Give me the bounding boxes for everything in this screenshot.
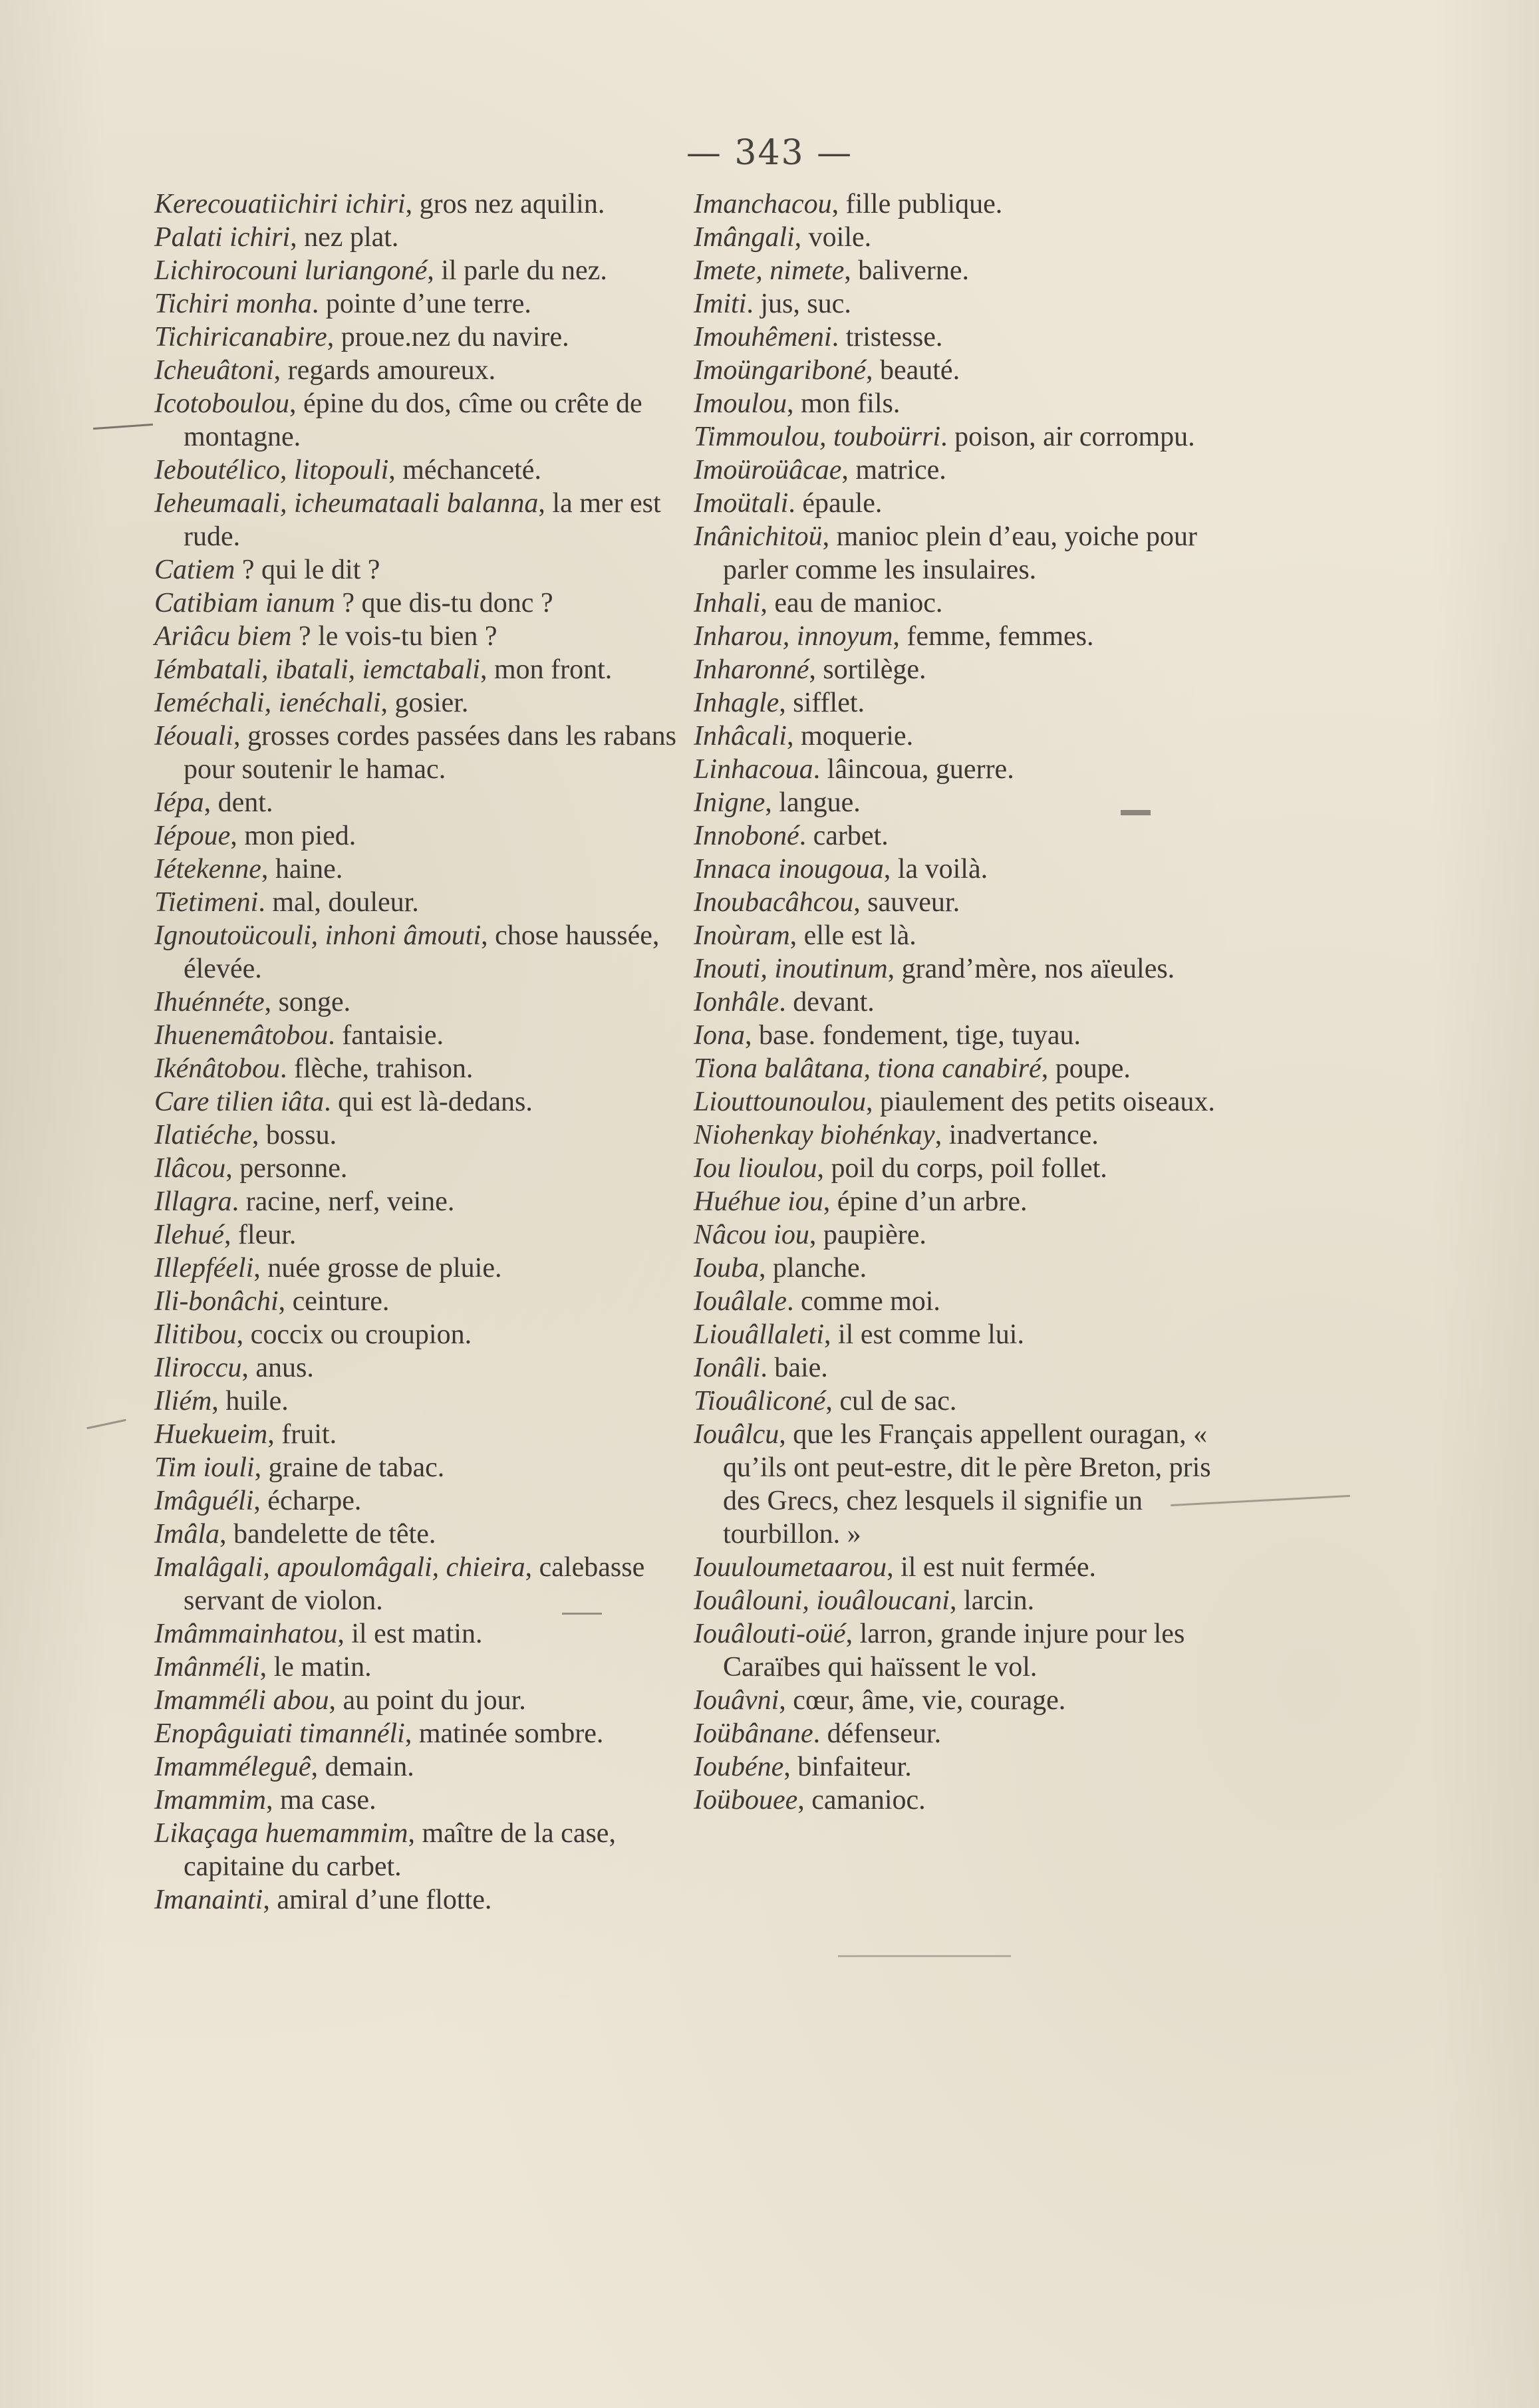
entry-headword: Inoubacâhcou (694, 887, 854, 918)
entry-gloss: , graine de tabac. (254, 1452, 445, 1483)
entry-gloss: , fille publique. (831, 189, 1003, 219)
entry-headword: Ili-bonâchi (154, 1286, 279, 1317)
dictionary-entry (154, 1285, 686, 1318)
margin-pencil-stroke (562, 1613, 602, 1615)
entry-headword: Ikénâtobou (154, 1053, 280, 1084)
entry-headword: Timmoulou, touboürri (694, 422, 941, 452)
entry-headword: Huéhue iou (694, 1186, 823, 1217)
dictionary-entry (154, 1119, 686, 1152)
dictionary-entry (154, 354, 686, 387)
entry-headword: Iouâlouni, iouâloucani (694, 1585, 950, 1616)
dictionary-entry (694, 1152, 1226, 1185)
dictionary-entry (694, 587, 1226, 620)
entry-headword: Iouâlouti-oüé (694, 1619, 846, 1649)
entry-headword: Imamméleguê (154, 1752, 311, 1782)
entry-headword: Niohenkay biohénkay (694, 1120, 935, 1150)
dictionary-entry (154, 986, 686, 1019)
dictionary-entry (694, 1252, 1226, 1285)
entry-headword: Icheuâtoni (154, 355, 274, 386)
dictionary-entry (154, 587, 686, 620)
dictionary-entry (154, 1451, 686, 1484)
entry-headword: Imete, nimete (694, 255, 845, 286)
entry-headword: Iéouali (154, 721, 233, 751)
dictionary-entry (154, 886, 686, 919)
dictionary-entry (154, 1252, 686, 1285)
dictionary-entry (154, 919, 686, 986)
entry-headword: Ieboutélico, litopouli (154, 455, 389, 485)
entry-gloss: . pointe d’une terre. (311, 289, 531, 319)
dictionary-entry (154, 1617, 686, 1651)
margin-pencil-stroke (1121, 810, 1151, 815)
dictionary-entry (154, 1052, 686, 1085)
entry-gloss: , la mer est rude. (184, 488, 661, 552)
entry-gloss: . tristesse. (831, 322, 943, 352)
entry-headword: Inharou, innoyum (694, 621, 893, 652)
entry-gloss: , sifflet. (779, 688, 865, 718)
entry-gloss: . épaule. (788, 488, 883, 519)
entry-headword: Imoulou (694, 388, 787, 419)
entry-headword: Imâguéli (154, 1486, 254, 1516)
entry-headword: Imoüroüâcae (694, 455, 842, 485)
entry-gloss: , calebasse servant de violon. (184, 1552, 645, 1616)
entry-headword: Ionâli (694, 1353, 761, 1383)
dictionary-entry (154, 1750, 686, 1784)
dictionary-entry (154, 1717, 686, 1750)
entry-headword: Tichiricanabire (154, 322, 327, 352)
entry-gloss: , binfaiteur. (783, 1752, 912, 1782)
entry-headword: Icotoboulou (154, 388, 289, 419)
entry-headword: Iouâlale (694, 1286, 787, 1317)
dictionary-entry (694, 1617, 1226, 1684)
dictionary-entry (694, 1717, 1226, 1750)
entry-gloss: , bossu. (251, 1120, 337, 1150)
dictionary-entry (154, 1651, 686, 1684)
dictionary-entry (154, 487, 686, 553)
dictionary-entry (154, 287, 686, 321)
dictionary-entry (154, 686, 686, 720)
dictionary-entry (694, 753, 1226, 786)
entry-headword: Iona (694, 1020, 745, 1051)
entry-headword: Inhali (694, 588, 761, 618)
dictionary-entry (694, 254, 1226, 287)
dictionary-entry (154, 1152, 686, 1185)
entry-headword: Iouuloumetaarou (694, 1552, 887, 1583)
dictionary-entry (694, 1285, 1226, 1318)
dictionary-entry (154, 1551, 686, 1617)
dictionary-entry (154, 454, 686, 487)
dictionary-entry (694, 1318, 1226, 1351)
entry-gloss: . poison, air corrompu. (940, 422, 1195, 452)
entry-gloss: , personne. (225, 1153, 348, 1184)
entry-gloss: , anus. (241, 1353, 314, 1383)
entry-headword: Linhacoua (694, 754, 813, 785)
entry-gloss: , huile. (211, 1386, 289, 1416)
entry-gloss: . carbet. (799, 821, 889, 851)
entry-gloss: . devant. (779, 987, 875, 1017)
entry-gloss: , moquerie. (786, 721, 914, 751)
entry-headword: Ignoutoücouli, inhoni âmouti (154, 920, 482, 951)
entry-headword: Iouba (694, 1253, 759, 1283)
entry-gloss: , elle est là. (789, 920, 916, 951)
entry-gloss: , épine du dos, cîme ou crête de montagne. (184, 388, 642, 452)
entry-headword: Iépa (154, 787, 204, 818)
entry-gloss: , manioc plein d’eau, yoiche pour parler comme les insulaires. (723, 521, 1197, 585)
entry-headword: Imoütali (694, 488, 789, 519)
entry-gloss: . flèche, trahison. (279, 1053, 474, 1084)
entry-gloss: , cœur, âme, vie, courage. (779, 1685, 1066, 1716)
entry-gloss: , voile. (794, 222, 872, 253)
entry-gloss: , amiral d’une flotte. (263, 1885, 492, 1915)
dictionary-entry (694, 387, 1226, 420)
entry-gloss: , sauveur. (853, 887, 960, 918)
entry-gloss: , poil du corps, poil follet. (817, 1153, 1107, 1184)
entry-headword: Iémbatali, ibatali, iemctabali (154, 654, 480, 685)
dictionary-entry (154, 1784, 686, 1817)
page-number: — 343 — (686, 133, 853, 173)
entry-headword: Ilatiéche (154, 1120, 252, 1150)
entry-headword: Huekueim (154, 1419, 268, 1450)
entry-gloss: , grand’mère, nos aïeules. (887, 954, 1175, 984)
entry-gloss: , matinée sombre. (404, 1718, 604, 1749)
entry-gloss: , dent. (204, 787, 273, 818)
entry-gloss: . baie. (760, 1353, 828, 1383)
entry-headword: Imâla (154, 1519, 219, 1549)
entry-gloss: , la voilà. (883, 854, 988, 884)
entry-headword: Tiona balâtana, tiona canabiré (694, 1053, 1042, 1084)
dictionary-entry (154, 786, 686, 819)
entry-gloss: ? qui le dit ? (235, 555, 380, 585)
dictionary-entry (694, 1784, 1226, 1817)
entry-gloss: ? le vois-tu bien ? (291, 621, 497, 652)
entry-gloss: , inadvertance. (934, 1120, 1099, 1150)
entry-gloss: , il est matin. (337, 1619, 483, 1649)
dictionary-entry (694, 1385, 1226, 1418)
entry-headword: Tichiri monha (154, 289, 312, 319)
entry-gloss: . qui est là-dedans. (324, 1087, 533, 1117)
entry-headword: Iouâvni (694, 1685, 779, 1716)
entry-gloss: , mon front. (480, 654, 613, 685)
entry-headword: Ihuénnéte (154, 987, 265, 1017)
entry-gloss: , gosier. (380, 688, 469, 718)
entry-gloss: , nez plat. (290, 222, 399, 253)
entry-gloss: , épine d’un arbre. (823, 1186, 1028, 1217)
entry-headword: Care tilien iâta (154, 1087, 325, 1117)
dictionary-entry (694, 1085, 1226, 1119)
dictionary-entry (694, 454, 1226, 487)
entry-headword: Illagra (154, 1186, 232, 1217)
entry-headword: Ariâcu biem (154, 621, 292, 652)
entry-headword: Lichirocouni luriangoné (154, 255, 428, 286)
entry-gloss: , il est comme lui. (824, 1319, 1024, 1350)
dictionary-entry (694, 1185, 1226, 1218)
dictionary-entry (154, 1318, 686, 1351)
dictionary-entry (154, 188, 686, 221)
entry-headword: Ilehué (154, 1220, 224, 1250)
entry-headword: Likaçaga huemammim (154, 1818, 408, 1849)
dictionary-entry (154, 1484, 686, 1518)
entry-headword: Enopâguiati timannéli (154, 1718, 405, 1749)
entry-gloss: , nuée grosse de pluie. (253, 1253, 502, 1283)
entry-headword: Iétekenne (154, 854, 261, 884)
entry-headword: Inânichitoü (694, 521, 823, 552)
entry-gloss: , songe. (264, 987, 351, 1017)
dictionary-entry (694, 853, 1226, 886)
entry-gloss: . lâincoua, guerre. (813, 754, 1014, 785)
entry-headword: Iou lioulou (694, 1153, 817, 1184)
entry-headword: Liouttounoulou (694, 1087, 867, 1117)
dictionary-entry (694, 520, 1226, 587)
entry-gloss: , mon fils. (787, 388, 901, 419)
entry-gloss: , fruit. (267, 1419, 337, 1450)
dictionary-entry (694, 720, 1226, 753)
entry-gloss: , mon pied. (230, 821, 356, 851)
entry-gloss: , matrice. (841, 455, 946, 485)
entry-headword: Imammim (154, 1785, 266, 1815)
dictionary-entry (154, 720, 686, 786)
entry-gloss: , langue. (765, 787, 861, 818)
entry-headword: Imânméli (154, 1652, 260, 1682)
dictionary-entry (694, 919, 1226, 952)
entry-gloss: , bandelette de tête. (219, 1519, 436, 1549)
entry-headword: Ioubéne (694, 1752, 784, 1782)
dictionary-entry (694, 1551, 1226, 1584)
entry-gloss: , regards amoureux. (273, 355, 496, 386)
entry-gloss: , demain. (311, 1752, 414, 1782)
dictionary-entry (154, 653, 686, 686)
dictionary-entry (154, 819, 686, 853)
dictionary-entry (154, 1418, 686, 1451)
entry-headword: Ilitibou (154, 1319, 237, 1350)
entry-gloss: , proue.nez du navire. (327, 322, 569, 352)
entry-gloss: , camanioc. (797, 1785, 926, 1815)
entry-headword: Inhâcali (694, 721, 787, 751)
dictionary-entry (154, 1218, 686, 1252)
entry-headword: Ioübouee (694, 1785, 798, 1815)
dictionary-entry (154, 1518, 686, 1551)
entry-headword: Inoùram (694, 920, 790, 951)
dictionary-entry (694, 1584, 1226, 1617)
entry-headword: Inhagle (694, 688, 779, 718)
dictionary-entry (694, 1218, 1226, 1252)
entry-gloss: ? que dis-tu donc ? (335, 588, 553, 618)
entry-headword: Imouhêmeni (694, 322, 832, 352)
entry-gloss: , chose haussée, élevée. (184, 920, 660, 984)
entry-headword: Innoboné (694, 821, 799, 851)
entry-headword: Iliroccu (154, 1353, 242, 1383)
left-column (154, 188, 686, 1917)
entry-headword: Liouâllaleti (694, 1319, 825, 1350)
dictionary-entry (694, 1351, 1226, 1385)
entry-gloss: , que les Français appellent ouragan, « qu’ils ont peut-estre, dit le père Breton, pris des Grecs, chez lesquels il signifie un tourbillon. » (723, 1419, 1211, 1549)
entry-gloss: , cul de sac. (825, 1386, 957, 1416)
entry-headword: Inharonné (694, 654, 809, 685)
dictionary-entry (694, 952, 1226, 986)
dictionary-entry (154, 853, 686, 886)
entry-headword: Ihuenemâtobou (154, 1020, 329, 1051)
entry-headword: Imoüngariboné (694, 355, 866, 386)
entry-gloss: , sortilège. (809, 654, 926, 685)
dictionary-entry (694, 1119, 1226, 1152)
entry-headword: Tiouâliconé (694, 1386, 826, 1416)
dictionary-entry (694, 1019, 1226, 1052)
dictionary-entry (694, 420, 1226, 454)
entry-headword: Innaca inougoua (694, 854, 884, 884)
entry-headword: Iépoue (154, 821, 231, 851)
entry-gloss: , beauté. (865, 355, 960, 386)
entry-gloss: . jus, suc. (746, 289, 851, 319)
entry-headword: Imalâgali, apoulomâgali, chieira (154, 1552, 525, 1583)
entry-gloss: , baliverne. (844, 255, 969, 286)
entry-gloss: , il est nuit fermée. (887, 1552, 1096, 1583)
entry-gloss: . comme moi. (786, 1286, 940, 1317)
entry-gloss: , larcin. (949, 1585, 1035, 1616)
entry-gloss: , piaulement des petits oiseaux. (866, 1087, 1215, 1117)
dictionary-entry (154, 1351, 686, 1385)
dictionary-entry (694, 321, 1226, 354)
entry-headword: Tim iouli (154, 1452, 255, 1483)
entry-gloss: , poupe. (1041, 1053, 1131, 1084)
entry-headword: Kerecouatiichiri ichiri (154, 189, 406, 219)
dictionary-entry (694, 287, 1226, 321)
entry-gloss: . défenseur. (813, 1718, 942, 1749)
entry-gloss: , au point du jour. (329, 1685, 526, 1716)
entry-gloss: , maître de la case, capitaine du carbet. (184, 1818, 616, 1882)
entry-headword: Ioübânane (694, 1718, 813, 1749)
dictionary-entry (154, 1883, 686, 1917)
dictionary-entry (694, 819, 1226, 853)
entry-headword: Catibiam ianum (154, 588, 335, 618)
dictionary-entry (154, 553, 686, 587)
dictionary-entry (154, 1385, 686, 1418)
entry-gloss: , il parle du nez. (427, 255, 607, 286)
entry-headword: Iouâlcu (694, 1419, 779, 1450)
entry-gloss: . fantaisie. (328, 1020, 444, 1051)
entry-gloss: , paupière. (809, 1220, 926, 1250)
dictionary-entry (154, 321, 686, 354)
entry-gloss: , eau de manioc. (760, 588, 943, 618)
dictionary-entry (694, 1750, 1226, 1784)
entry-headword: Imanchacou (694, 189, 832, 219)
entry-headword: Ilâcou (154, 1153, 226, 1184)
entry-gloss: , fleur. (223, 1220, 297, 1250)
dictionary-entry (154, 620, 686, 653)
dictionary-entry (154, 387, 686, 454)
entry-gloss: , gros nez aquilin. (405, 189, 605, 219)
dictionary-entry (154, 1019, 686, 1052)
entry-gloss: , ma case. (265, 1785, 376, 1815)
entry-headword: Imanainti (154, 1885, 263, 1915)
entry-headword: Catiem (154, 555, 235, 585)
entry-gloss: . mal, douleur. (258, 887, 419, 918)
entry-gloss: , grosses cordes passées dans les rabans pour soutenir le hamac. (184, 721, 676, 785)
dictionary-entry (694, 686, 1226, 720)
entry-gloss: , le matin. (259, 1652, 372, 1682)
dictionary-entry (694, 886, 1226, 919)
entry-headword: Imâmmainhatou (154, 1619, 338, 1649)
entry-gloss: , méchanceté. (388, 455, 541, 485)
entry-headword: Inigne (694, 787, 766, 818)
dictionary-entry (694, 620, 1226, 653)
entry-gloss: , haine. (261, 854, 343, 884)
entry-gloss: , coccix ou croupion. (236, 1319, 472, 1350)
dictionary-entry (154, 254, 686, 287)
margin-pencil-stroke (838, 1955, 1011, 1957)
entry-headword: Imângali (694, 222, 795, 253)
entry-headword: Illepféeli (154, 1253, 254, 1283)
dictionary-entry (694, 986, 1226, 1019)
entry-gloss: . racine, nerf, veine. (231, 1186, 455, 1217)
entry-gloss: , planche. (759, 1253, 867, 1283)
dictionary-entry (154, 1684, 686, 1717)
dictionary-entry (694, 188, 1226, 221)
entry-headword: Ionhâle (694, 987, 779, 1017)
entry-headword: Tietimeni (154, 887, 259, 918)
dictionary-entry (154, 1185, 686, 1218)
dictionary-entry (694, 1684, 1226, 1717)
entry-gloss: , femme, femmes. (893, 621, 1094, 652)
dictionary-entry (694, 653, 1226, 686)
entry-headword: Ieheumaali, icheumataali balanna (154, 488, 539, 519)
entry-headword: Imamméli abou (154, 1685, 329, 1716)
entry-headword: Nâcou iou (694, 1220, 809, 1250)
entry-headword: Palati ichiri (154, 222, 291, 253)
right-column (694, 188, 1226, 1817)
dictionary-entry (154, 1085, 686, 1119)
entry-headword: Inouti, inoutinum (694, 954, 888, 984)
entry-gloss: , base. fondement, tige, tuyau. (745, 1020, 1081, 1051)
entry-headword: Imiti (694, 289, 747, 319)
dictionary-entry (694, 1418, 1226, 1551)
dictionary-entry (154, 1817, 686, 1883)
dictionary-entry (694, 354, 1226, 387)
entry-headword: Ieméchali, ienéchali (154, 688, 381, 718)
dictionary-entry (154, 221, 686, 254)
entry-gloss: , écharpe. (253, 1486, 362, 1516)
dictionary-entry (694, 1052, 1226, 1085)
entry-gloss: , larron, grande injure pour les Caraïbes qui haïssent le vol. (723, 1619, 1185, 1682)
dictionary-entry (694, 221, 1226, 254)
dictionary-entry (694, 487, 1226, 520)
entry-gloss: , ceinture. (278, 1286, 390, 1317)
entry-headword: Iliém (154, 1386, 212, 1416)
